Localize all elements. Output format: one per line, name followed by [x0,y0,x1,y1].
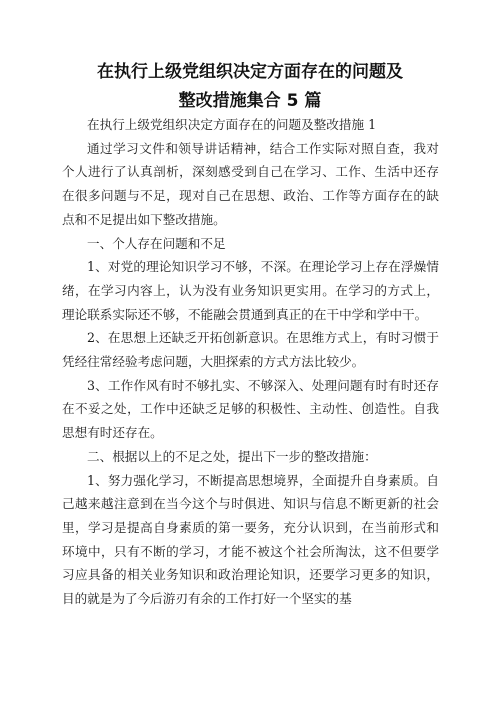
document-title-line-1: 在执行上级党组织决定方面存在的问题及 [97,62,403,82]
paragraph-problem-3: 3、工作作风有时不够扎实、不够深入、处理问题有时有时还存在不妥之处，工作中还缺乏足够的积极性、主动性、创造性。自我思想有时还存在。 [62,377,439,441]
heading-measures: 二、根据以上的不足之处，提出下一步的整改措施： [87,448,377,464]
section-subtitle: 在执行上级党组织决定方面存在的问题及整改措施 1 [87,117,377,132]
paragraph-intro: 通过学习文件和领导讲话精神，结合工作实际对照自查，我对个人进行了认真剖析，深刻感受到自己在学习、工作、生活中还存在很多问题与不足，现对自己在思想、政治、工作等方面存在的缺点和不足提出如下整改措施。 [62,140,439,227]
paragraph-measure-1: 1、努力强化学习，不断提高思想境界，全面提升自身素质。自己越来越注意到在当今这个与时俱进、知识与信息不断更新的社会里，学习是提高自身素质的第一要务，充分认识到，在当前形式和环境中，只有不断的学习，才能不被这个社会所淘汰，这不但要学习应具备的相关业务知识和政治理论知识，还要学习更多的知识，目的就是为了今后游刃有余的工作打好一个坚实的基 [62,472,439,607]
document-body [62,113,439,611]
heading-problems: 一、个人存在问题和不足 [87,235,226,251]
document-title-line-2: 整改措施集合 5 篇 [178,91,322,111]
paragraph-problem-1: 1、对党的理论知识学习不够，不深。在理论学习上存在浮燥情绪，在学习内容上，认为没有业务知识更实用。在学习的方式上，理论联系实际还不够，不能融会贯通到真正的在干中学和学中干。 [62,259,439,322]
paragraph-problem-2: 2、在思想上还缺乏开拓创新意识。在思维方式上，有时习惯于凭经往常经验考虑问题，大胆探索的方式方法比较少。 [62,330,439,370]
